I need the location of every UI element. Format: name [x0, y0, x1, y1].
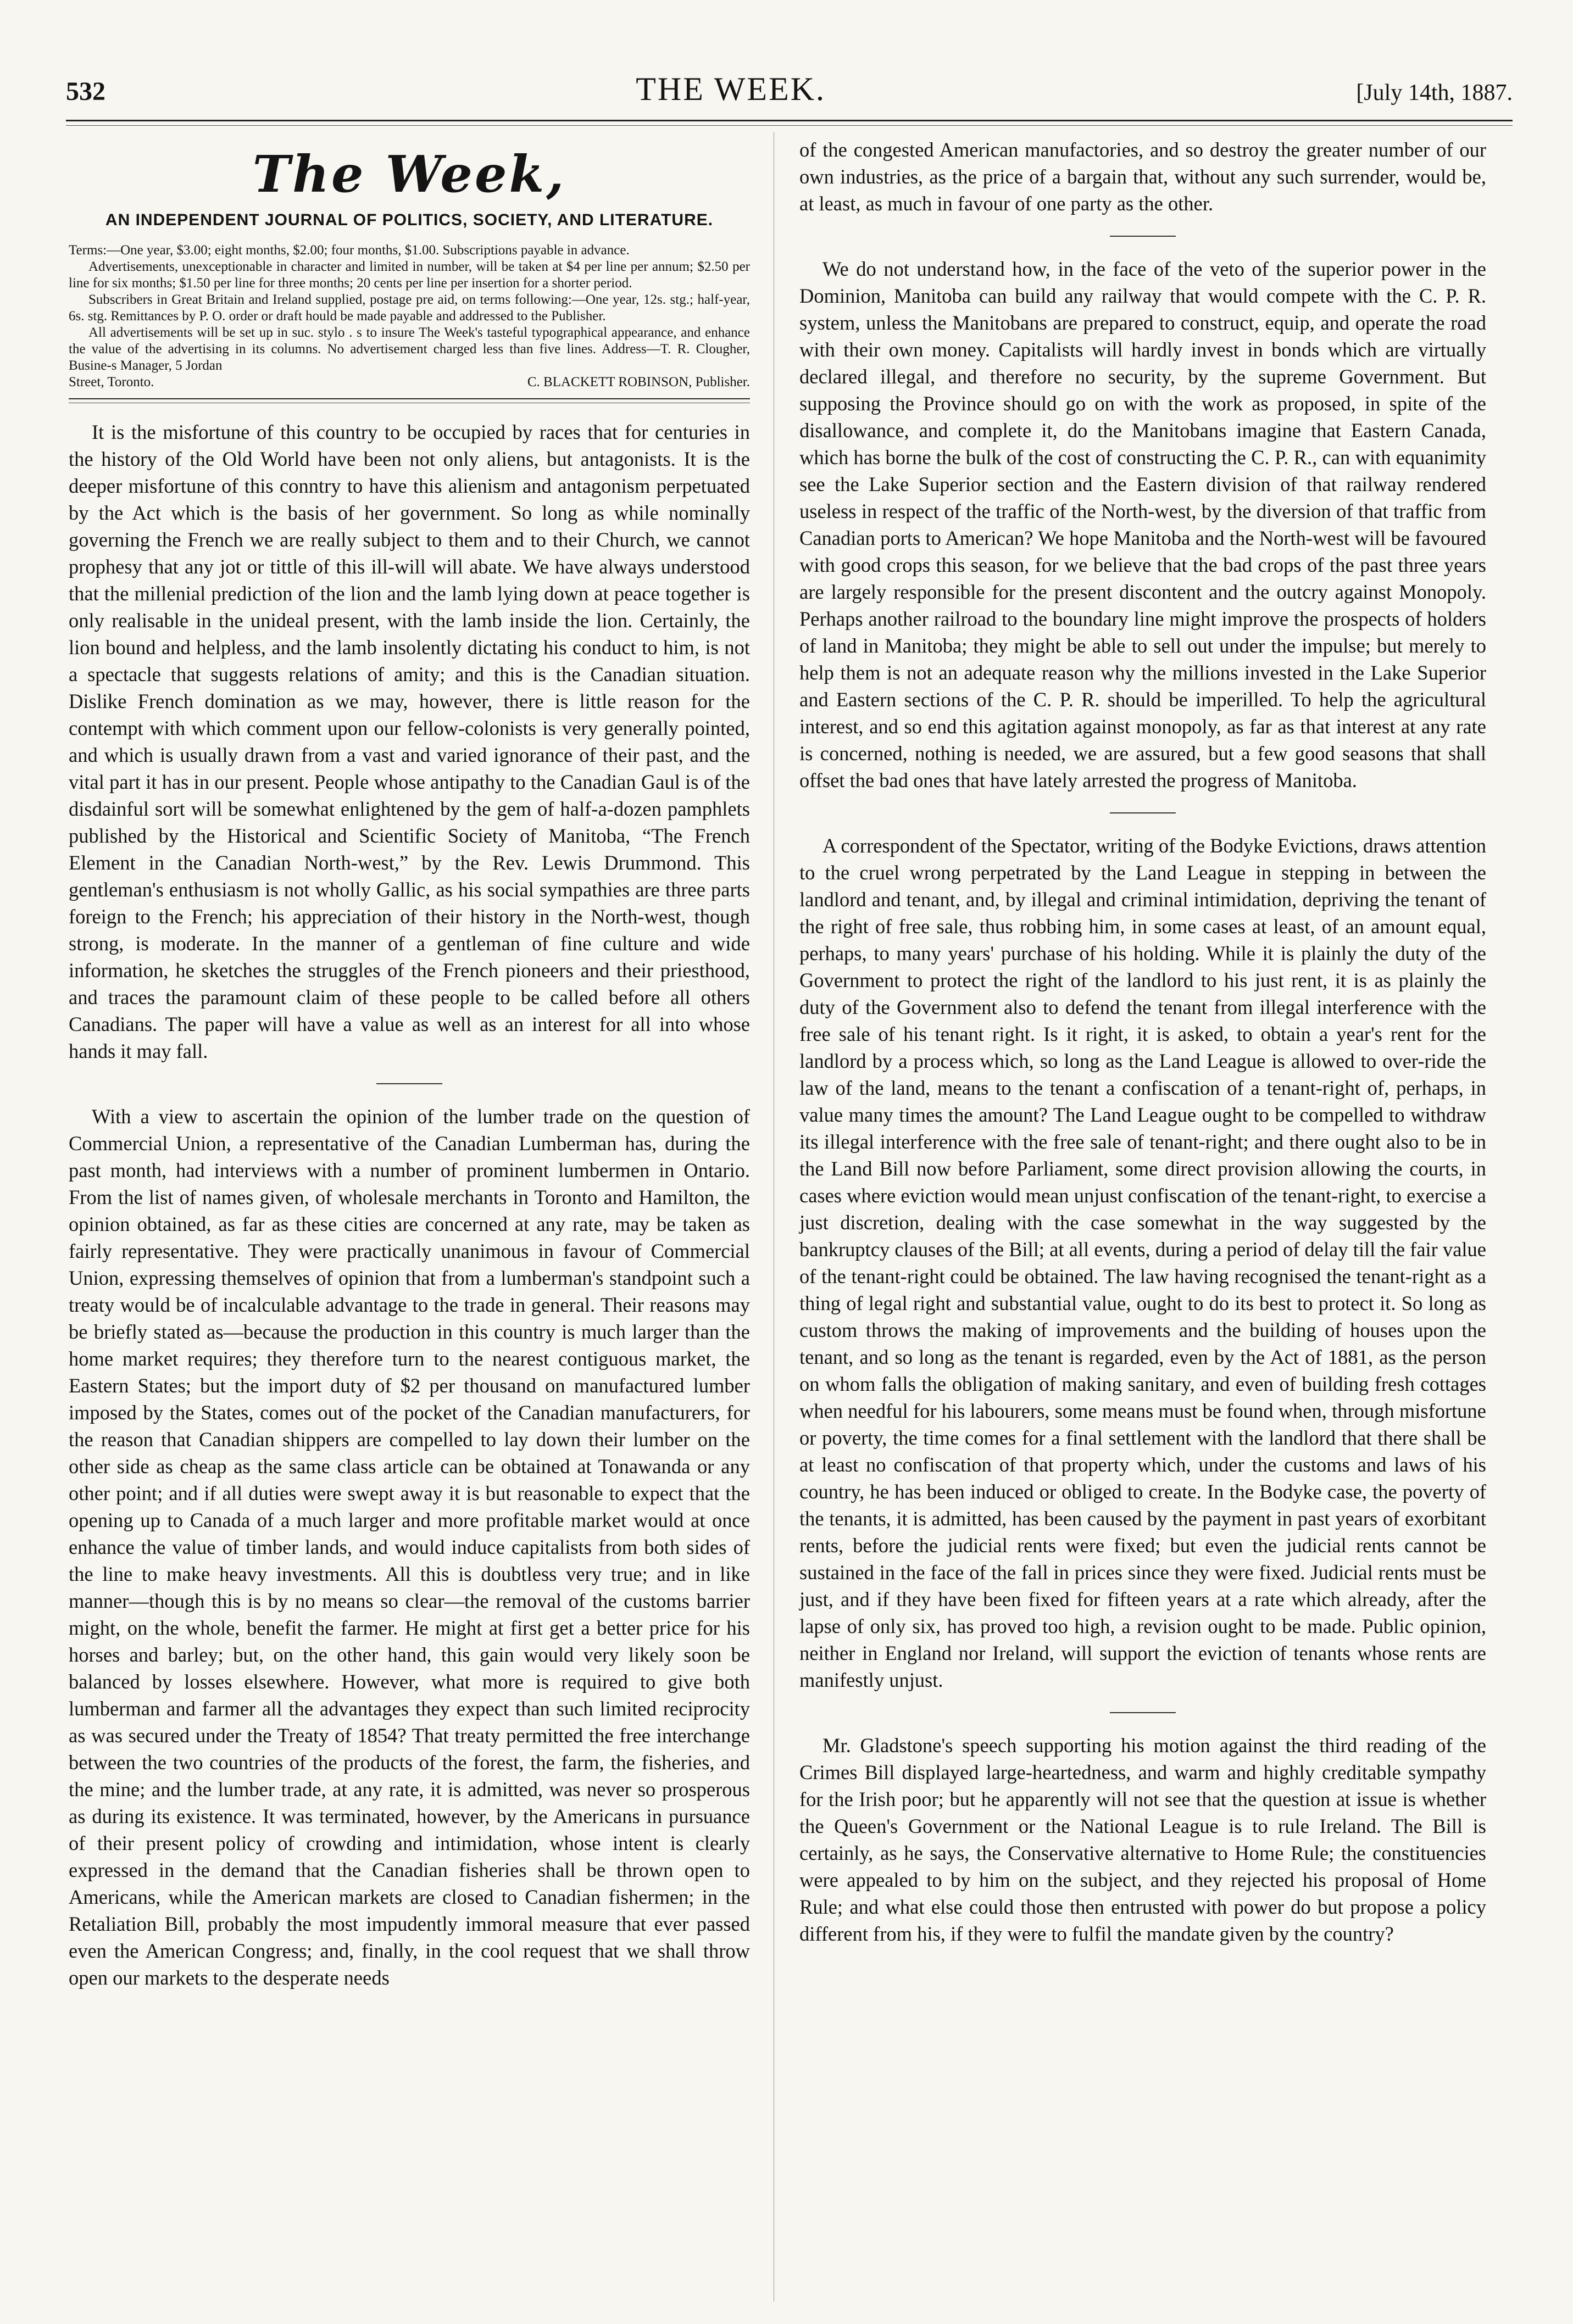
article-paragraph: of the congested American manufactories, and so destroy the greater number of our own industries, as the price of a bargain that, without any such surrender, would be, at least, as much in favour of one party as the other.	[799, 138, 1486, 215]
masthead	[69, 137, 750, 403]
section-separator	[1110, 236, 1176, 237]
address-end: Street, Toronto.	[69, 375, 154, 389]
terms-line: Terms:—One year, $3.00; eight months, $2.00; four months, $1.00. Subscriptions payable in advance.	[69, 243, 630, 258]
header-rule	[66, 120, 1513, 121]
page-number: 532	[66, 77, 105, 106]
masthead-subtitle: AN INDEPENDENT JOURNAL OF POLITICS, SOCIETY, AND LITERATURE.	[105, 211, 714, 229]
issue-date: [July 14th, 1887.	[1356, 80, 1513, 105]
terms-line: Subscribers in Great Britain and Ireland supplied, postage pre aid, on terms following:—One year, 12s. stg.; half-year, 6s. stg. Remittances by P. O. order or draft hould be made payable and addressed to the Publisher.	[69, 292, 750, 324]
publisher-line	[69, 374, 750, 391]
running-title: THE WEEK.	[636, 71, 826, 107]
article-paragraph: We do not understand how, in the face of the veto of the superior power in the Dominion, Manitoba can build any railway that would compete with the C. P. R. system, unless the Manitobans are prepared to construct, equip, and operate the road with their own money. Capitalists will hardly invest in bonds which are virtually declared illegal, and therefore no security, by the supreme Government. But supposing the Province should go on with the work as proposed, in spite of the disallowance, and complete it, do the Manitobans imagine that Eastern Canada, which has borne the bulk of the cost of constructing the C. P. R., can with equanimity see the Lake Superior section and the Eastern division of that railway rendered useless in respect of the traffic of the North-west, by the diversion of that traffic from Canadian ports to American? We hope Manitoba and the North-west will be favoured with good crops this season, for we believe that the bad crops of the past three years are largely responsible for the present discontent and the outcry against Monopoly. Perhaps another railroad to the boundary line might improve the prospects of holders of land in Manitoba; they might be able to sell out under the impulse; but merely to help them is not an adequate reason why the millions invested in the Lake Superior and Eastern sections of the C. P. R. should be imperilled. To help the agricultural interest, and so end this agitation against monopoly, as far as that interest at any rate is concerned, nothing is needed, we are assured, but a few good seasons that shall offset the bad ones that have lately arrested the progress of Manitoba.	[799, 258, 1486, 792]
left-column	[69, 137, 750, 1991]
terms-line: Advertisements, unexceptionable in character and limited in number, will be taken at $4 per line per annum; $2.50 per line for six months; $1.50 per line for three months; 20 cents per line per insertion for a shorter period.	[69, 259, 750, 291]
article-paragraph: Mr. Gladstone's speech supporting his motion against the third reading of the Crimes Bill displayed large-heartedness, and warm and highly creditable sympathy for the Irish poor; but he apparently will not see that the question at issue is whether the Queen's Government or the National League is to rule Ireland. The Bill is certainly, as he says, the Conservative alternative to Home Rule; the constituencies were appealed to by him on the subject, and they rejected his proposal of Home Rule; and what else could those then entrusted with power do but propose a policy different from his, if they were to fulfil the mandate given by the country?	[799, 1734, 1486, 1945]
article-paragraph: It is the misfortune of this country to be occupied by races that for centuries in the history of the Old World have been not only aliens, but antagonists. It is the deeper misfortune of this conntry to have this alienism and antagonism perpetuated by the Act which is the basis of her government. So long as while nominally governing the French we are really subject to them and to their Church, we cannot prophesy that any jot or tittle of this ill-will will abate. We have always understood that the millenial prediction of the lion and the lamb lying down at peace together is only realisable in the unideal present, with the lamb inside the lion. Certainly, the lion bound and helpless, and the lamb insolently dictating his conduct to him, is not a spectacle that suggests relations of amity; and this is the Canadian situation. Dislike French domination as we may, however, there is little reason for the contempt with which comment upon our fellow-colonists is very generally pointed, and which is usually drawn from a vast and varied ignorance of their past, and the vital part it has in our present. People whose antipathy to the Canadian Gaul is of the disdainful sort will be somewhat enlightened by the gem of half-a-dozen pamphlets published by the Historical and Scientific Society of Manitoba, “The French Element in the Canadian North-west,” by the Rev. Lewis Drummond. This gentleman's enthusiasm is not wholly Gallic, as his social sympathies are three parts foreign to the French; his appreciation of their history in the North-west, though strong, is moderate. In the manner of a gentleman of fine culture and wide information, he sketches the struggles of the French pioneers and their priesthood, and traces the paramount claim of these people to be called before all others Canadians. The paper will have a value as well as an interest for all into whose hands it may fall.	[69, 421, 750, 1062]
section-separator	[376, 1083, 442, 1084]
publisher-name: C. BLACKETT ROBINSON, Publisher.	[527, 375, 750, 389]
page-header	[66, 70, 1513, 120]
section-separator	[1110, 812, 1176, 813]
article-paragraph: A correspondent of the Spectator, writing of the Bodyke Evictions, draws attention to the cruel wrong perpetrated by the Land League in stepping in between the landlord and tenant, and, by illegal and criminal intimidation, depriving the tenant of the right of free sale, thus robbing him, in some cases at least, of an amount equal, perhaps, to many years' purchase of his holding. While it is plainly the duty of the Government to protect the right of the landlord to his just rent, it is as plainly the duty of the Government also to defend the tenant from illegal interference with the free sale of his tenant right. Is it right, it is asked, to obtain a year's rent for the landlord by a process which, so long as the Land League is allowed to over-ride the law of the land, means to the tenant a confiscation of a tenant-right of, perhaps, in value many times the amount? The Land League ought to be compelled to withdraw its illegal interference with the free sale of tenant-right; and there ought also to be in the Land Bill now before Parliament, some direct provision allowing the courts, in cases where eviction would mean unjust confiscation of the tenant-right, to exercise a just discretion, dealing with the case somewhat in the way suggested by the bankruptcy clauses of the Bill; at all events, during a period of delay till the fair value of the tenant-right could be obtained. The law having recognised the tenant-right as a thing of legal right and substantial value, ought to do its best to protect it. So long as custom throws the making of improvements and the building of houses upon the tenant, and so long as the tenant is regarded, even by the Act of 1881, as the person on whom falls the obligation of making sanitary, and even of building fresh cottages when needful for his labourers, some means must be found when, through misfortune or poverty, the time comes for a final settlement with the landlord that there shall be at least no confiscation of that property which, under the customs and laws of his country, he has been induced or obliged to create. In the Bodyke case, the poverty of the tenants, it is admitted, has been caused by the payment in past years of exorbitant rents, before the judicial rents were fixed; but even the judicial rents cannot be sustained in the face of the fall in prices since they were fixed. Judicial rents must be just, and if they have been fixed for fifteen years at a rate which already, after the lapse of only six, has proved too high, a revision ought to be made. Public opinion, neither in England nor Ireland, will support the eviction of tenants whose rents are manifestly unjust.	[799, 834, 1486, 1691]
section-separator	[1110, 1712, 1176, 1713]
masthead-rule	[69, 398, 750, 399]
article-paragraph: With a view to ascertain the opinion of the lumber trade on the question of Commercial Union, a representative of the Canadian Lumberman has, during the past month, had interviews with a number of prominent lumbermen in Ontario. From the list of names given, of wholesale merchants in Toronto and Hamilton, the opinion obtained, as far as these cities are concerned at any rate, may be taken as fairly representative. They were practically unanimous in favour of Commercial Union, expressing themselves of opinion that from a lumberman's standpoint such a treaty would be of incalculable advantage to the trade in general. Their reasons may be briefly stated as—because the production in this country is much larger than the home market requires; they therefore turn to the nearest contiguous market, the Eastern States; but the import duty of $2 per thousand on manufactured lumber imposed by the States, comes out of the pocket of the Canadian manufacturers, for the reason that Canadian shippers are compelled to lay down their lumber on the other side as cheap as the same class article can be obtained at Tonawanda or any other point; and if all duties were swept away it is but reasonable to expect that the opening up to Canada of a much larger and more profitable market would at once enhance the value of timber lands, and would induce capitalists from both sides of the line to make heavy investments. All this is doubtless very true; and in like manner—though this is by no means so clear—the removal of the customs barrier might, on the whole, benefit the farmer. He might at first get a better price for his horses and barley; but, on the other hand, this gain would very likely soon be balanced by losses elsewhere. However, what more is required to give both lumberman and farmer all the advantages they expect than such limited reciprocity as was secured under the Treaty of 1854? That treaty permitted the free interchange between the two countries of the products of the forest, the farm, the fisheries, and the mine; and the lumber trade, at any rate, it is admitted, was never so prosperous as during its existence. It was terminated, however, by the Americans in pursuance of their present policy of crowding and intimidation, whose intent is clearly expressed in the demand that the Canadian fisheries shall be thrown open to Americans, while the American markets are closed to Canadian fishermen; in the Retaliation Bill, probably the most impudently immoral measure that ever passed even the American Congress; and, finally, in the cool request that we shall throw open our markets to the desperate needs	[69, 1105, 750, 1989]
right-column	[799, 136, 1486, 1947]
header-rule-thin	[66, 125, 1513, 126]
terms-line: All advertisements will be set up in suc. stylo . s to insure The Week's tasteful typographical appearance, and enhance the value of the advertising in its columns. No advertisement charged less than five lines. Address—T. R. Clougher, Busine-s Manager, 5 Jordan	[69, 325, 750, 373]
subscription-terms	[69, 242, 750, 391]
masthead-title: The Week,	[252, 144, 566, 204]
